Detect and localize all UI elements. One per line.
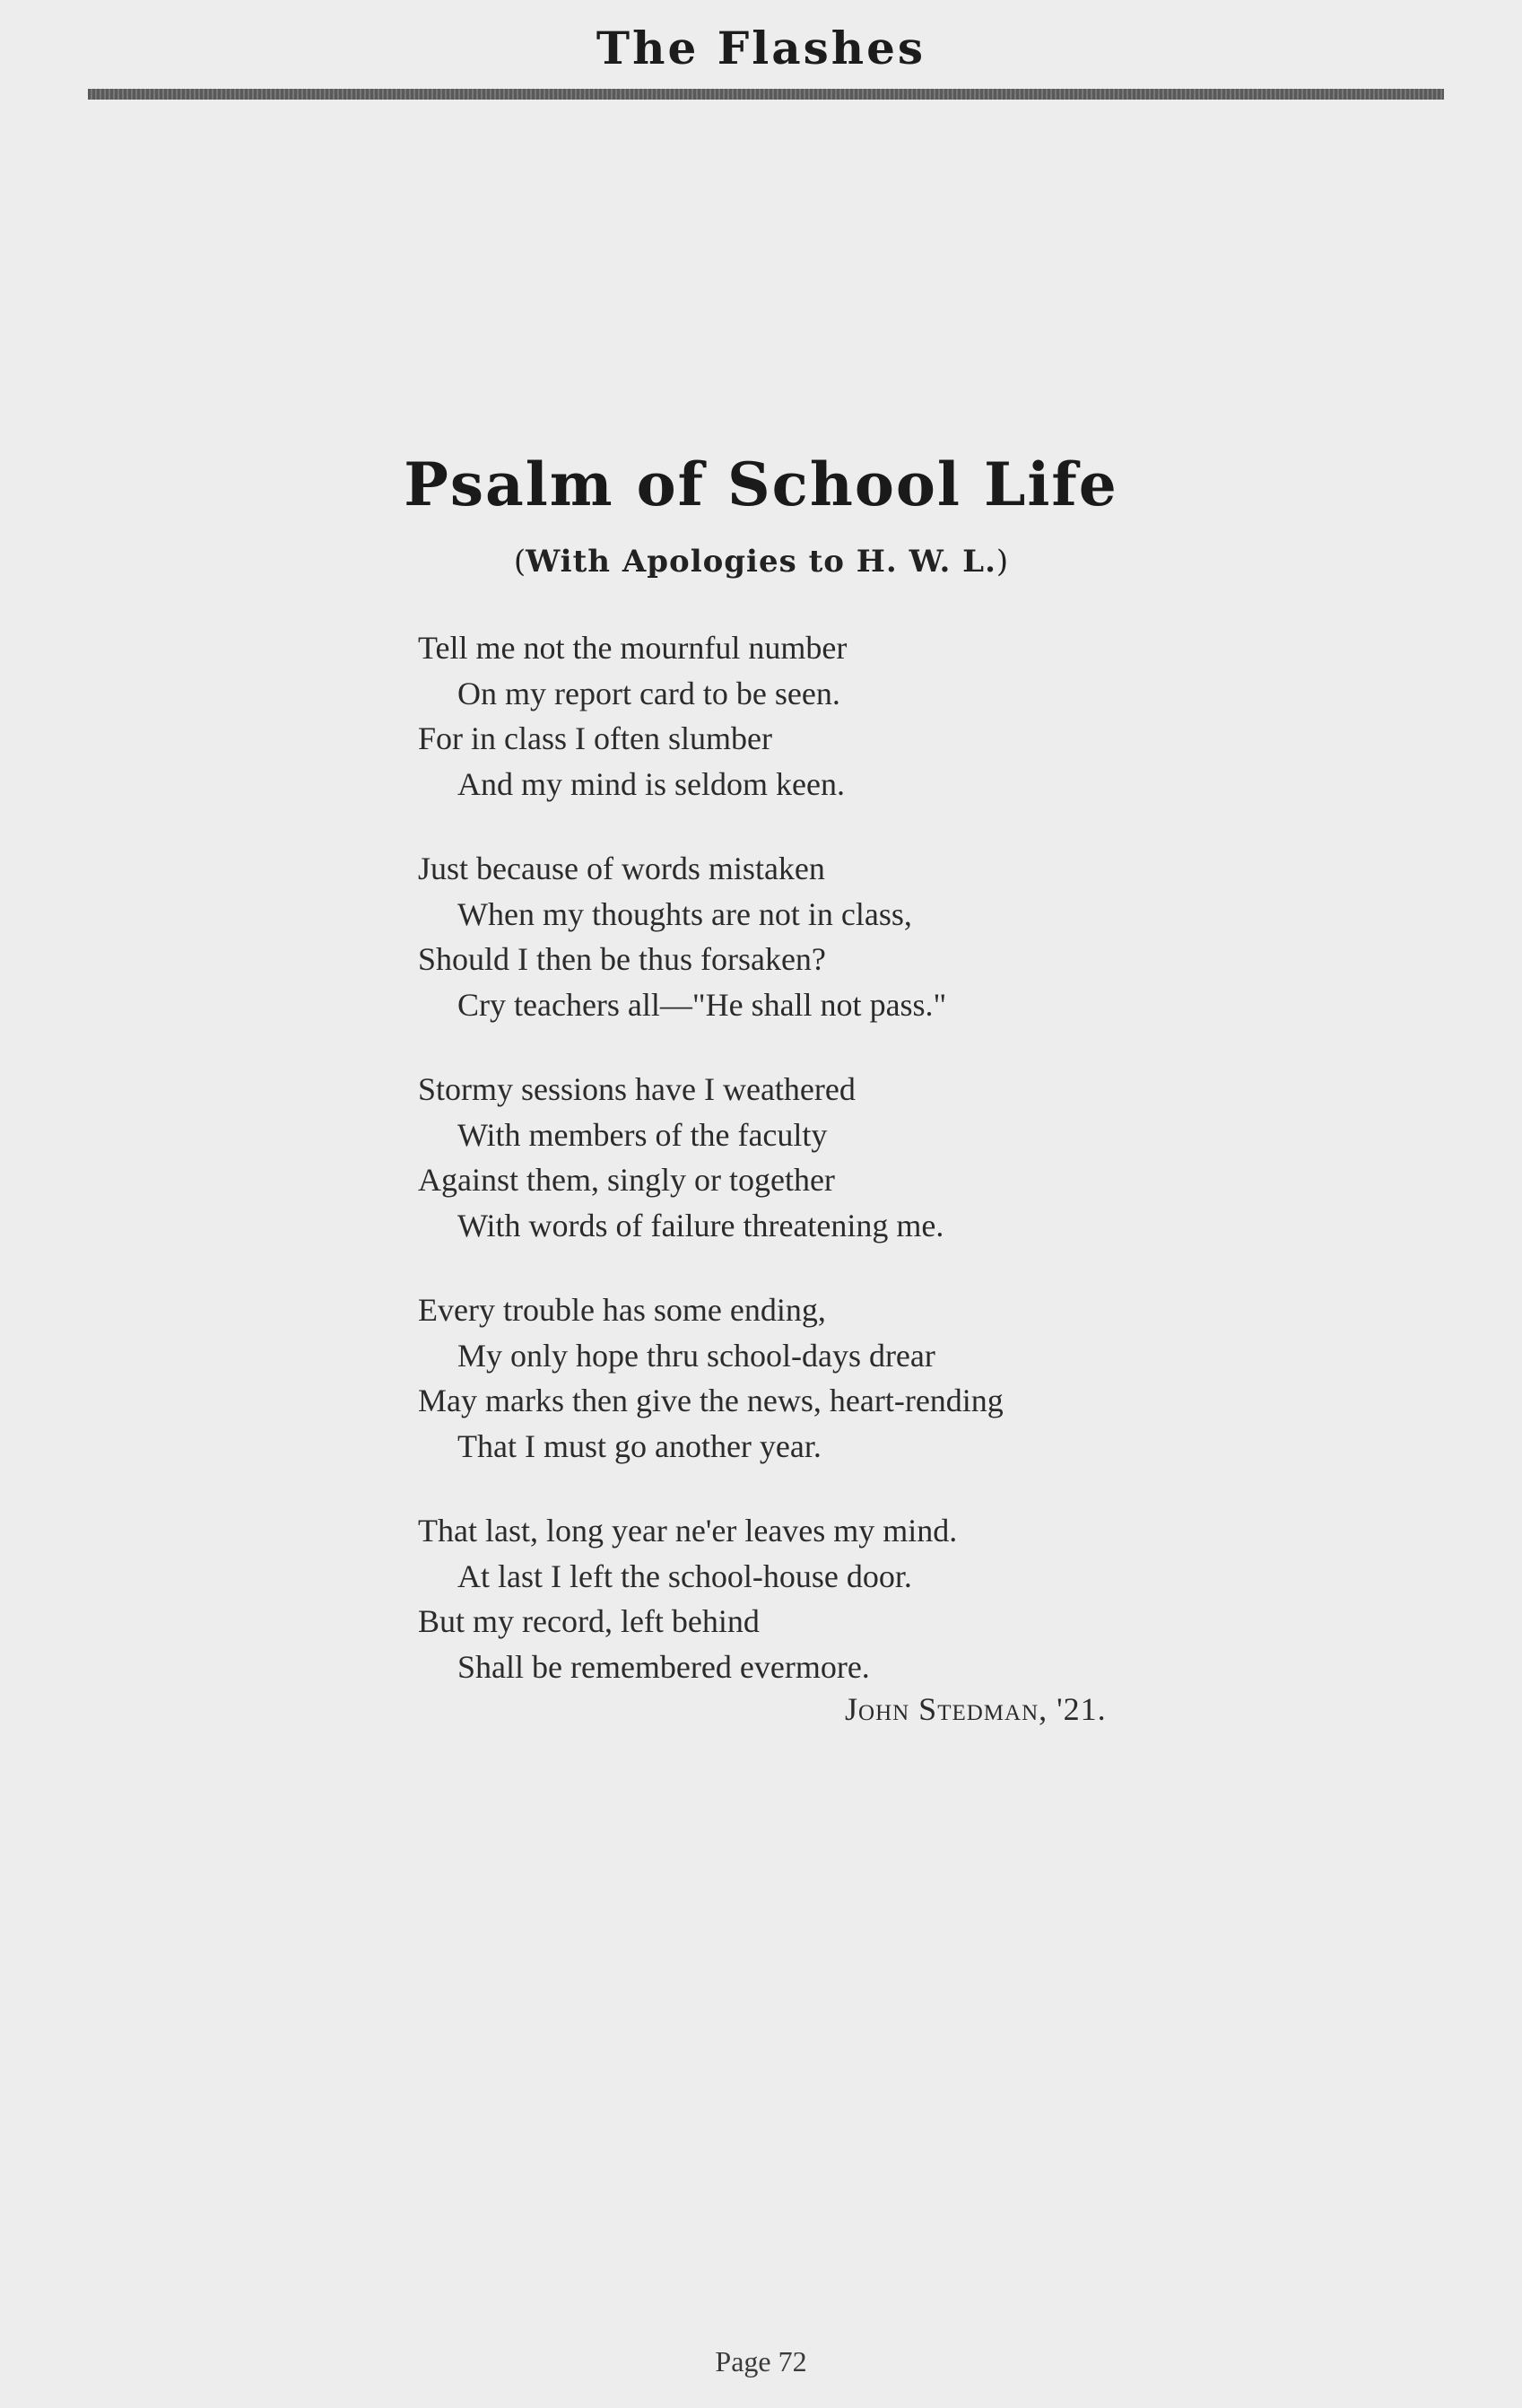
- running-head: The Flashes: [596, 22, 926, 74]
- poem-line: May marks then give the news, heart-rending: [418, 1383, 1004, 1418]
- poem-line: Cry teachers all—"He shall not pass.": [457, 986, 947, 1023]
- poem-line: For in class I often slumber: [418, 720, 772, 756]
- stanza-4: [418, 1287, 1225, 1469]
- stanza-1: [418, 625, 1225, 807]
- poem-line: And my mind is seldom keen.: [457, 765, 845, 802]
- poem-title: Psalm of School Life: [404, 449, 1118, 519]
- poem-line: That I must go another year.: [457, 1427, 822, 1464]
- poem-line: Tell me not the mournful number: [418, 630, 848, 666]
- poem-line: That last, long year ne'er leaves my mind.: [418, 1513, 958, 1549]
- poem-line: With words of failure threatening me.: [457, 1207, 944, 1243]
- poem-line: Just because of words mistaken: [418, 851, 825, 886]
- poem-line: Should I then be thus forsaken?: [418, 941, 826, 977]
- poem-line: With members of the faculty: [457, 1116, 828, 1153]
- poem-author: John Stedman, '21.: [845, 1691, 1107, 1727]
- poem-line: Stormy sessions have I weathered: [418, 1071, 856, 1107]
- subtitle-text: With Apologies to H. W. L.: [526, 544, 996, 580]
- poem-line: But my record, left behind: [418, 1603, 760, 1639]
- header-rule: [88, 89, 1444, 100]
- page-number: Page 72: [715, 2345, 807, 2377]
- poem-line: When my thoughts are not in class,: [457, 895, 912, 932]
- poem-line: Shall be remembered evermore.: [457, 1648, 870, 1685]
- poem-line: On my report card to be seen.: [457, 675, 840, 711]
- stanza-3: [418, 1067, 1225, 1248]
- poem-body: [418, 625, 1225, 1729]
- poem-subtitle: [0, 540, 1522, 583]
- subtitle-open-paren: (: [513, 544, 526, 580]
- poem-line: At last I left the school-house door.: [457, 1557, 912, 1594]
- poem-line: Every trouble has some ending,: [418, 1292, 826, 1328]
- subtitle-close-paren: ): [996, 544, 1009, 580]
- poem-line: My only hope thru school-days drear: [457, 1337, 935, 1374]
- poem-line: Against them, singly or together: [418, 1162, 835, 1198]
- stanza-5: [418, 1508, 1225, 1689]
- stanza-2: [418, 846, 1225, 1027]
